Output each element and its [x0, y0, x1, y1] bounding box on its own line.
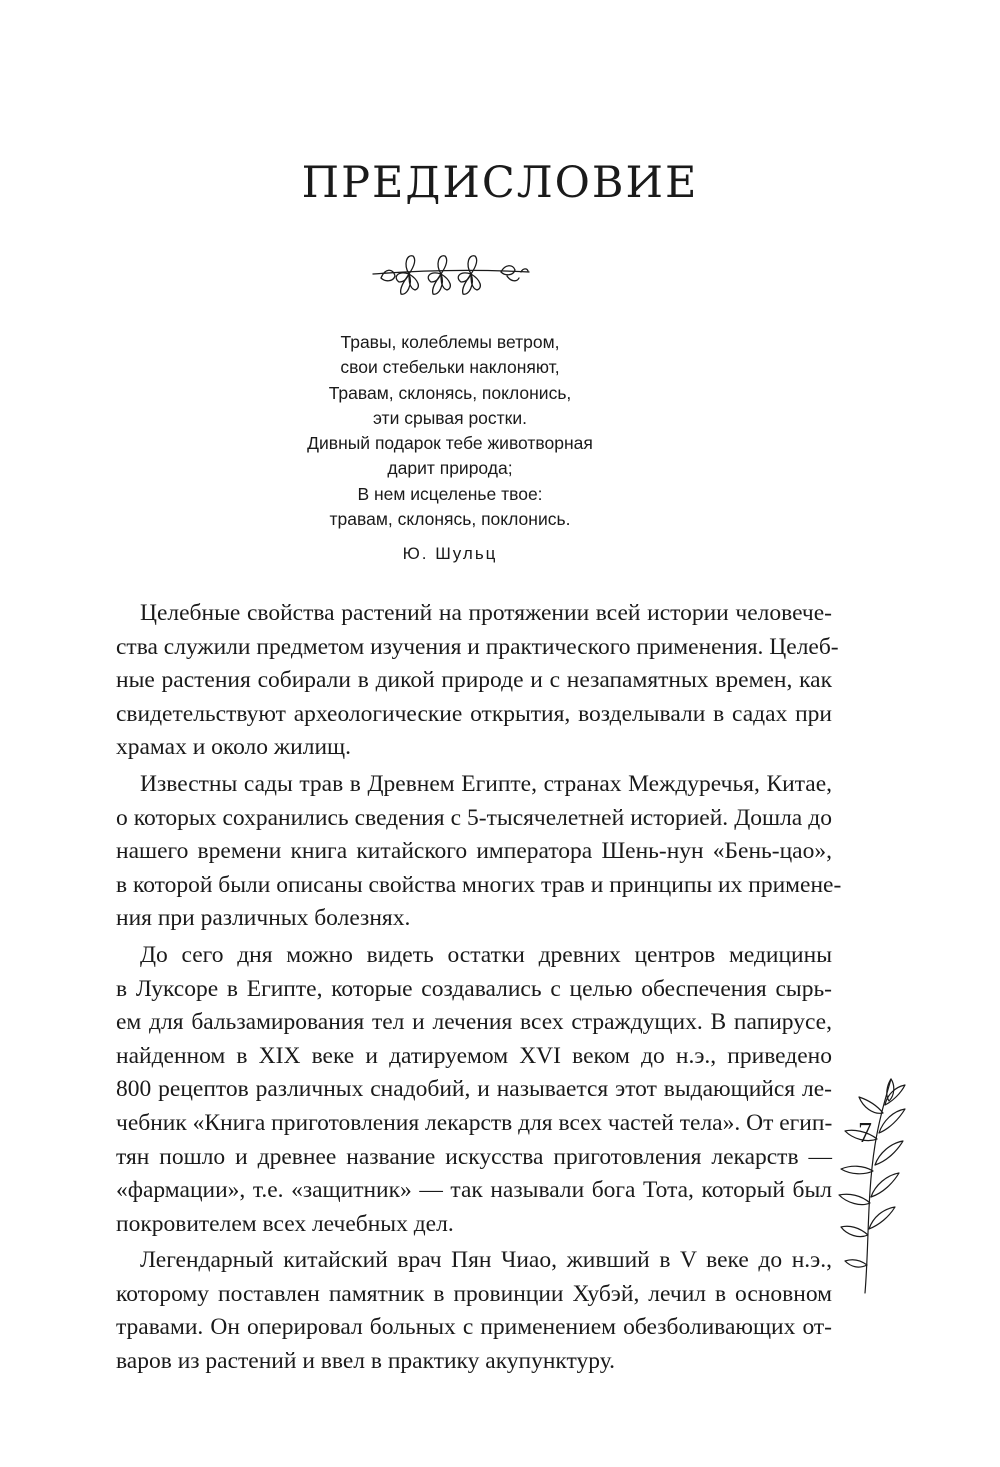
text-line: свидетельствуют археологические открытия, возделывали в садах при — [116, 700, 832, 727]
text-line: покровителем всех лечебных дел. — [116, 1210, 454, 1237]
text-line: храмах и около жилищ. — [116, 734, 351, 761]
text-line: в которой были описаны свойства многих трав и принципы их примене- — [116, 871, 842, 898]
text-line: тян пошло и древнее название искусства приготовления лекарств — — [116, 1143, 832, 1170]
epigraph-author: Ю. Шульц — [402, 544, 498, 563]
text-line: ем для бальзамирования тел и лечения всех страждущих. В папирусе, — [116, 1009, 832, 1036]
page-number: 7 — [858, 1118, 872, 1149]
text-line: ства служили предметом изучения и практического применения. Целеб- — [116, 633, 839, 660]
paragraph — [116, 939, 832, 1241]
text-line: травами. Он оперировал больных с применением обезболивающих от- — [116, 1314, 832, 1341]
poem-line: эти срывая ростки. — [373, 407, 527, 428]
page-title: ПРЕДИСЛОВИЕ — [301, 158, 699, 208]
text-line: Известны сады трав в Древнем Египте, странах Междуречья, Китае, — [140, 770, 832, 797]
text-line: в Луксоре в Египте, которые создавались с целью обеспечения сырь- — [116, 975, 832, 1002]
paragraph — [116, 768, 842, 936]
text-line: Легендарный китайский врач Пян Чиао, живший в V веке до н.э., — [140, 1247, 832, 1274]
poem-line: свои стебельки наклоняют, — [340, 357, 560, 378]
floral-divider-icon — [371, 246, 531, 306]
epigraph-poem — [230, 330, 670, 532]
poem-line: Дивный подарок тебе животворная — [307, 433, 593, 454]
text-line: найденном в XIX веке и датируемом XVI веком до н.э., приведено — [116, 1042, 832, 1069]
poem-line: травам, склонясь, поклонись. — [329, 509, 571, 530]
text-line: ные растения собирали в дикой природе и с незапамятных времен, как — [116, 667, 832, 694]
poem-line: дарит природа; — [387, 458, 513, 479]
text-line: чебник «Книга приготовления лекарств для всех частей тела». От егип- — [116, 1109, 833, 1136]
text-line: о которых сохранились сведения с 5-тысячелетней историей. Дошла до — [116, 804, 832, 831]
text-line: До сего дня можно видеть остатки древних центров медицины — [140, 941, 832, 968]
paragraph — [116, 1244, 832, 1378]
text-line: нашего времени книга китайского императора Шень-нун «Бень-цао», — [116, 838, 832, 865]
leaf-branch-icon — [835, 1075, 915, 1295]
text-line: Целебные свойства растений на протяжении всей истории человече- — [140, 600, 832, 626]
text-line: «фармации», т.е. «защитник» — так называли бога Тота, который был — [116, 1177, 832, 1204]
text-line: 800 рецептов различных снадобий, и называется этот выдающийся ле- — [116, 1076, 832, 1103]
poem-line: В нем исцеленье твое: — [357, 483, 543, 504]
text-line: которому поставлен памятник в провинции Хубэй, лечил в основном — [116, 1280, 832, 1307]
poem-line: Травы, колеблемы ветром, — [340, 332, 560, 352]
paragraph — [116, 597, 839, 765]
poem-line: Травам, склонясь, поклонись, — [328, 382, 572, 403]
text-line: варов из растений и ввел в практику акупунктуру. — [116, 1348, 615, 1375]
body-text — [116, 597, 842, 1382]
text-line: ния при различных болезнях. — [116, 905, 411, 932]
